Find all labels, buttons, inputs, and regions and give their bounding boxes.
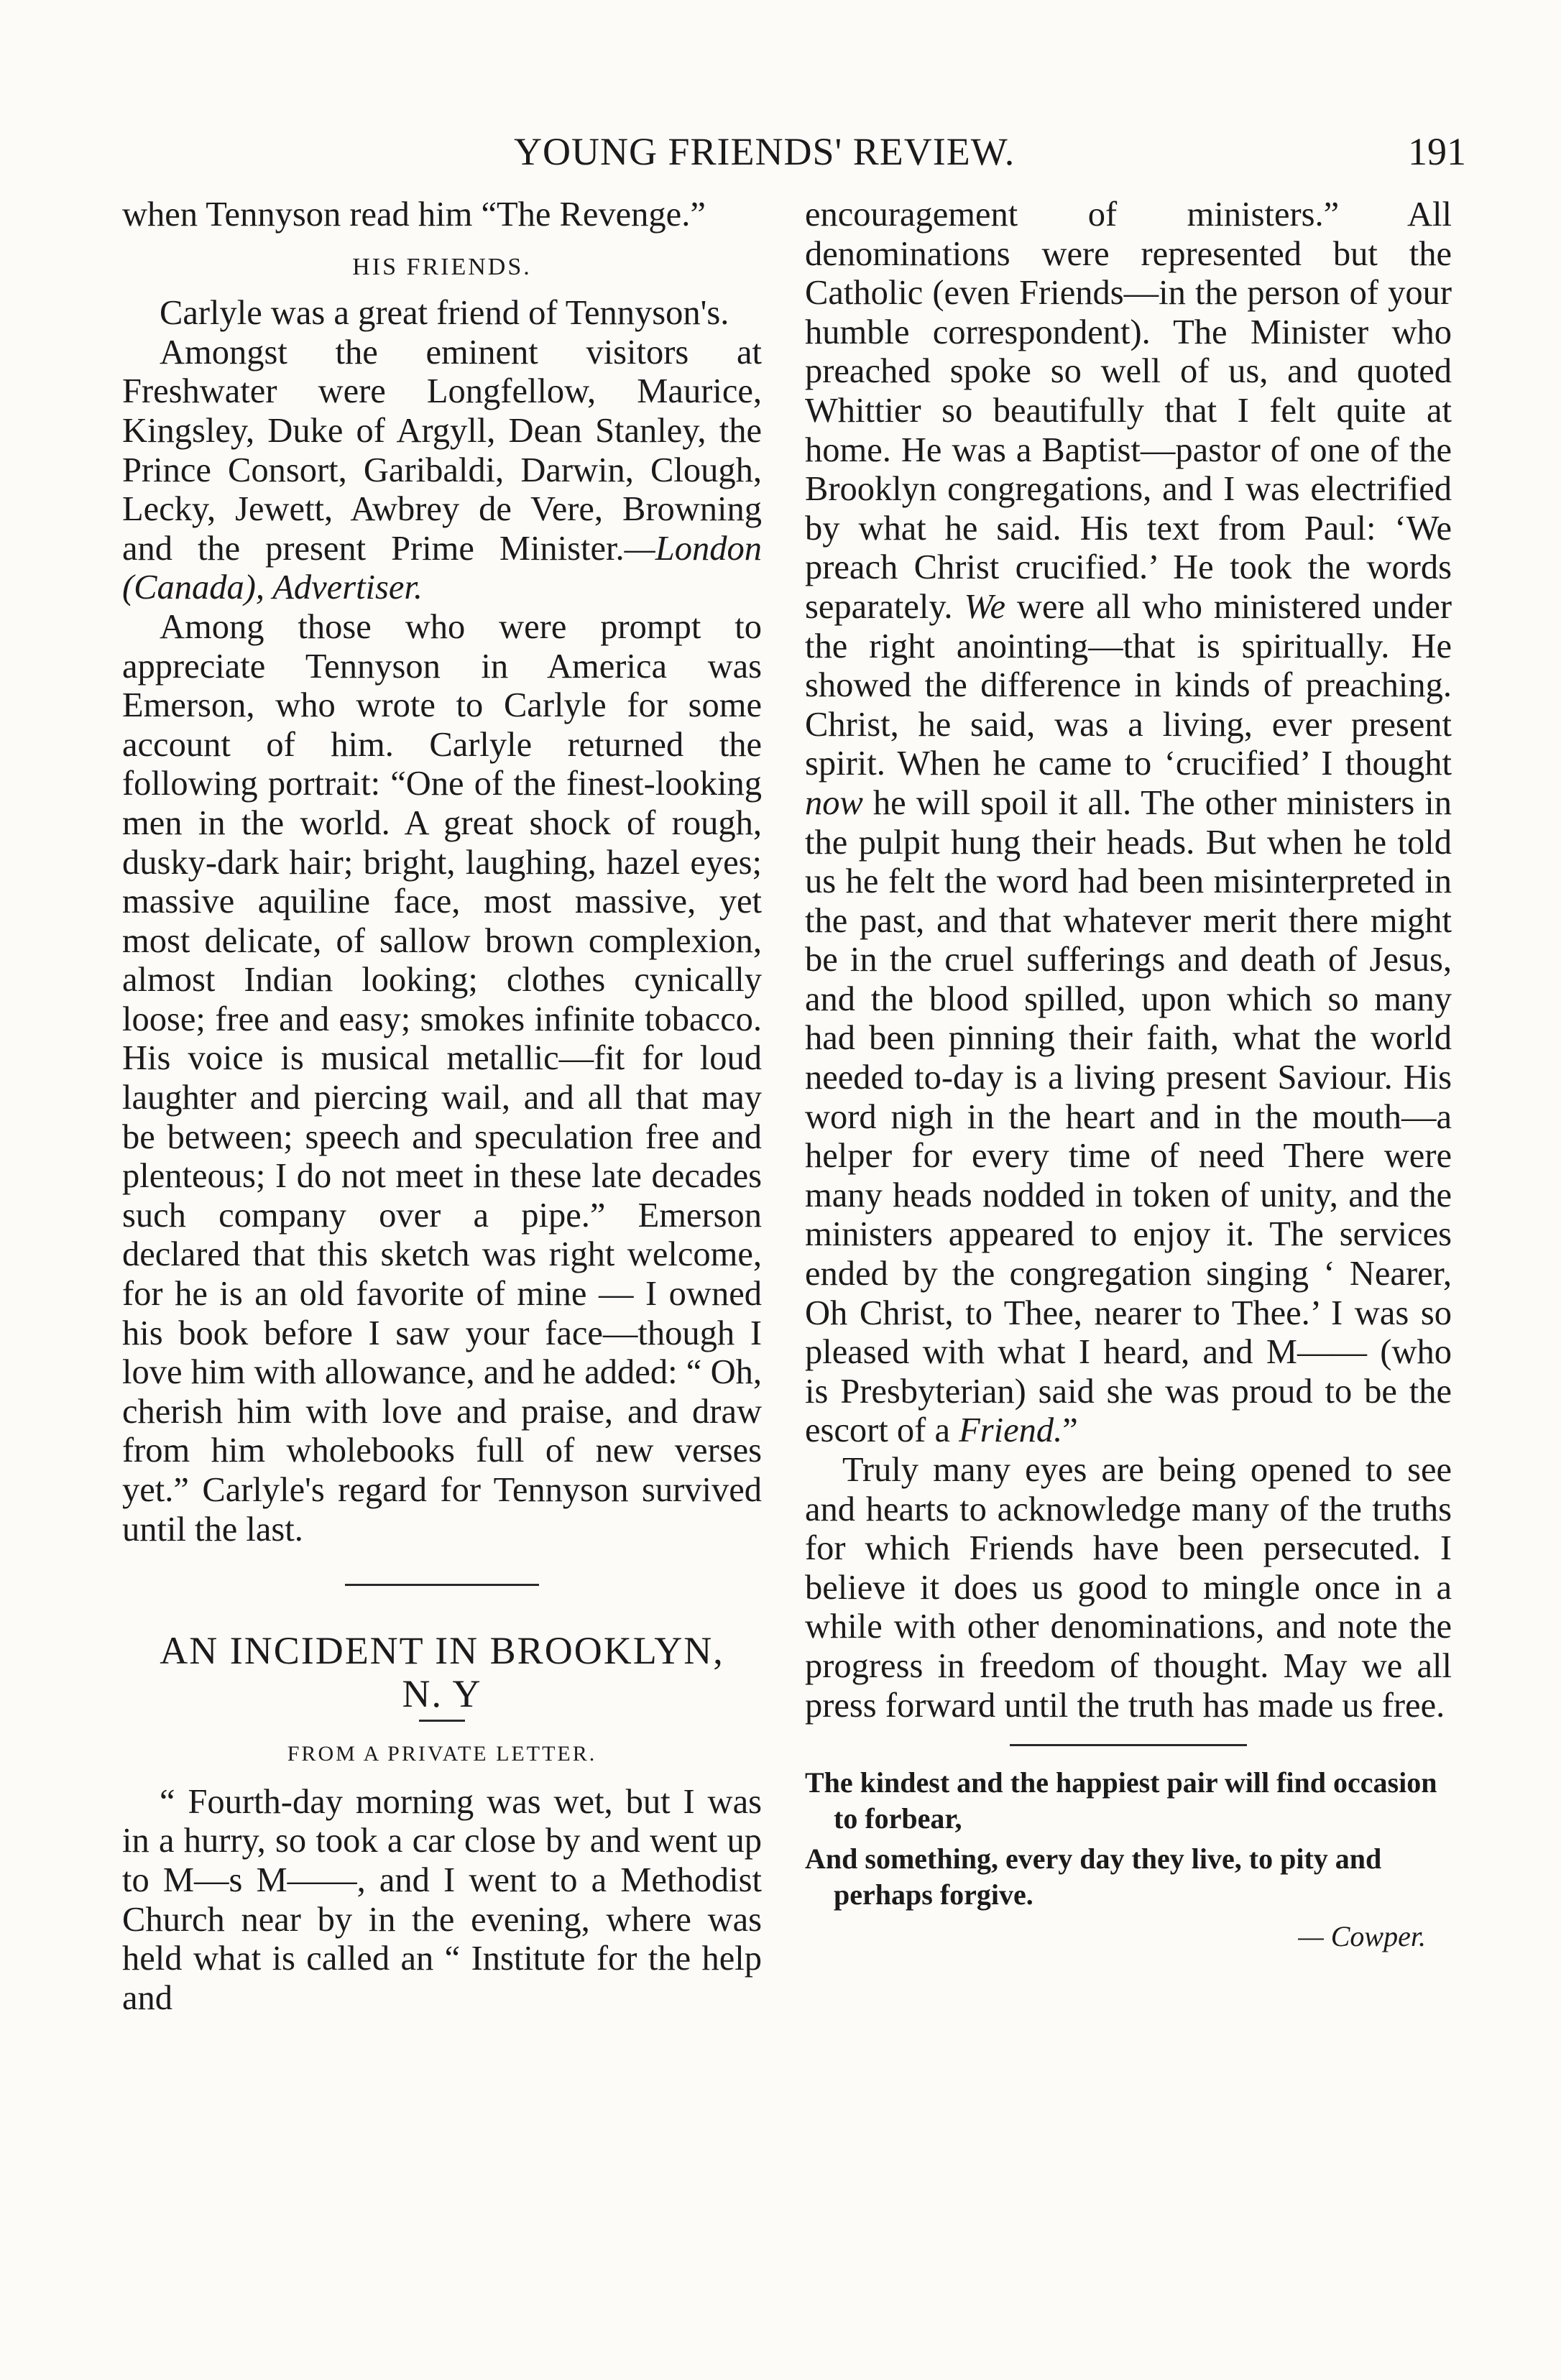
paragraph-fourth-day: “ Fourth-day morning was wet, but I was in a hurry, so took a car close by and went up to M—s M——, and I went to a Methodist Church near by in the evening, where was held what is called an “ Institute for the help and bbox=[122, 1782, 762, 2017]
sermon-friend: Friend. bbox=[959, 1411, 1063, 1450]
visitors-source: —London (Canada), Advertiser. bbox=[122, 529, 762, 607]
poem-line-1: The kindest and the happiest pair will find occasion to forbear, bbox=[805, 1766, 1437, 1835]
section-divider bbox=[345, 1584, 539, 1586]
cowper-poem bbox=[805, 1765, 1452, 1913]
sermon-text-a: encouragement of ministers.” All denominations were represented but the Catholic (even Friends—in the person of your humble correspondent). The Minister who preached spoke so well of us, and quoted Whittier so beautifully that I felt quite at home. He was a Baptist—pastor of one of the Brooklyn congregations, and I was electrified by what he said. His text from Paul: ‘We preach Christ crucified.’ He took the words separately. bbox=[805, 195, 1452, 626]
poem-line-2: And something, every day they live, to pity and perhaps forgive. bbox=[805, 1842, 1382, 1911]
journal-title: YOUNG FRIENDS' REVIEW. bbox=[514, 130, 1016, 173]
paragraph-visitors bbox=[122, 333, 762, 608]
from-private-letter: FROM A PRIVATE LETTER. bbox=[287, 1742, 597, 1766]
sermon-text-c: he will spoil it all. The other ministers in the pulpit hung their heads. But when he told us he felt the word had been misinterpreted in the past, and that whatever merit there might be in the cruel sufferings and death of Jesus, and the blood spilled, upon which so many had been pinning their faith, what the world needed to-day is a living present Saviour. His word nigh in the heart and in the mouth—a helper for every time of need There were many heads nodded in token of unity, and the ministers appeared to enjoy it. The services ended by the congregation singing ‘ Nearer, Oh Christ, to Thee, nearer to Thee.’ I was so pleased with what I heard, and M—— (who is Presbyterian) said she was proud to be the escort of a bbox=[805, 783, 1452, 1450]
visitors-text: Amongst the eminent visitors at Freshwater were Longfellow, Maurice, Kingsley, Duke of Argyll, Dean Stanley, the Prince Consort, Garibaldi, Darwin, Clough, Lecky, Jewett, Awbrey de Vere, Browning and the present Prime Minister. bbox=[122, 333, 762, 568]
poem-divider bbox=[1010, 1744, 1247, 1746]
title-rule bbox=[419, 1720, 465, 1722]
sermon-now: now bbox=[805, 783, 863, 822]
sermon-we: We bbox=[964, 587, 1005, 626]
article-title-line1: AN INCIDENT IN BROOKLYN, bbox=[160, 1629, 724, 1673]
right-column bbox=[805, 195, 1452, 1957]
paragraph-truly: Truly many eyes are being opened to see and hearts to acknowledge many of the truths for which Friends have been persecuted. I believe it does us good to mingle once in a while with other denominations, and note the progress in freedom of thought. May we all press forward until the truth has made us free. bbox=[805, 1451, 1452, 1725]
section-heading-his-friends: HIS FRIENDS. bbox=[352, 253, 532, 280]
sermon-close-quote: ” bbox=[1062, 1411, 1078, 1450]
paragraph-emerson: Among those who were prompt to appreciate Tennyson in America was Emerson, who wrote to Carlyle for some account of him. Carlyle returned the following portrait: “One of the finest-looking men in the world. A great shock of rough, dusky-dark hair; bright, laughing, hazel eyes; massive aquiline face, most massive, yet most delicate, of sallow brown complexion, almost Indian looking; clothes cynically loose; free and easy; smokes infinite tobacco. His voice is musical metallic—fit for loud laughter and piercing wail, and all that may be between; speech and speculation free and plenteous; I do not meet in these late decades such company over a pipe.” Emerson declared that this sketch was right welcome, for he is an old favorite of mine — I owned his book before I saw your face—though I love him with allowance, and he added: “ Oh, cherish him with love and praise, and draw from him wholebooks full of new verses yet.” Carlyle's regard for Tennyson survived until the last. bbox=[122, 607, 762, 1549]
paragraph-carlyle-friend: Carlyle was a great friend of Tennyson's. bbox=[160, 294, 729, 333]
paragraph-revenge: when Tennyson read him “The Revenge.” bbox=[122, 195, 706, 234]
running-head bbox=[122, 129, 1466, 180]
page-number: 191 bbox=[1408, 130, 1466, 173]
article-title-line2: N. Y bbox=[402, 1672, 482, 1716]
sermon-text-b: were all who ministered under the right anointing—that is spiritually. He showed the difference in kinds of preaching. Christ, he said, was a living, ever present spirit. When he came to ‘crucified’ I thought bbox=[805, 587, 1452, 783]
left-column bbox=[122, 195, 762, 2018]
paragraph-sermon bbox=[805, 195, 1452, 1451]
poem-attribution: — Cowper. bbox=[1298, 1920, 1426, 1953]
